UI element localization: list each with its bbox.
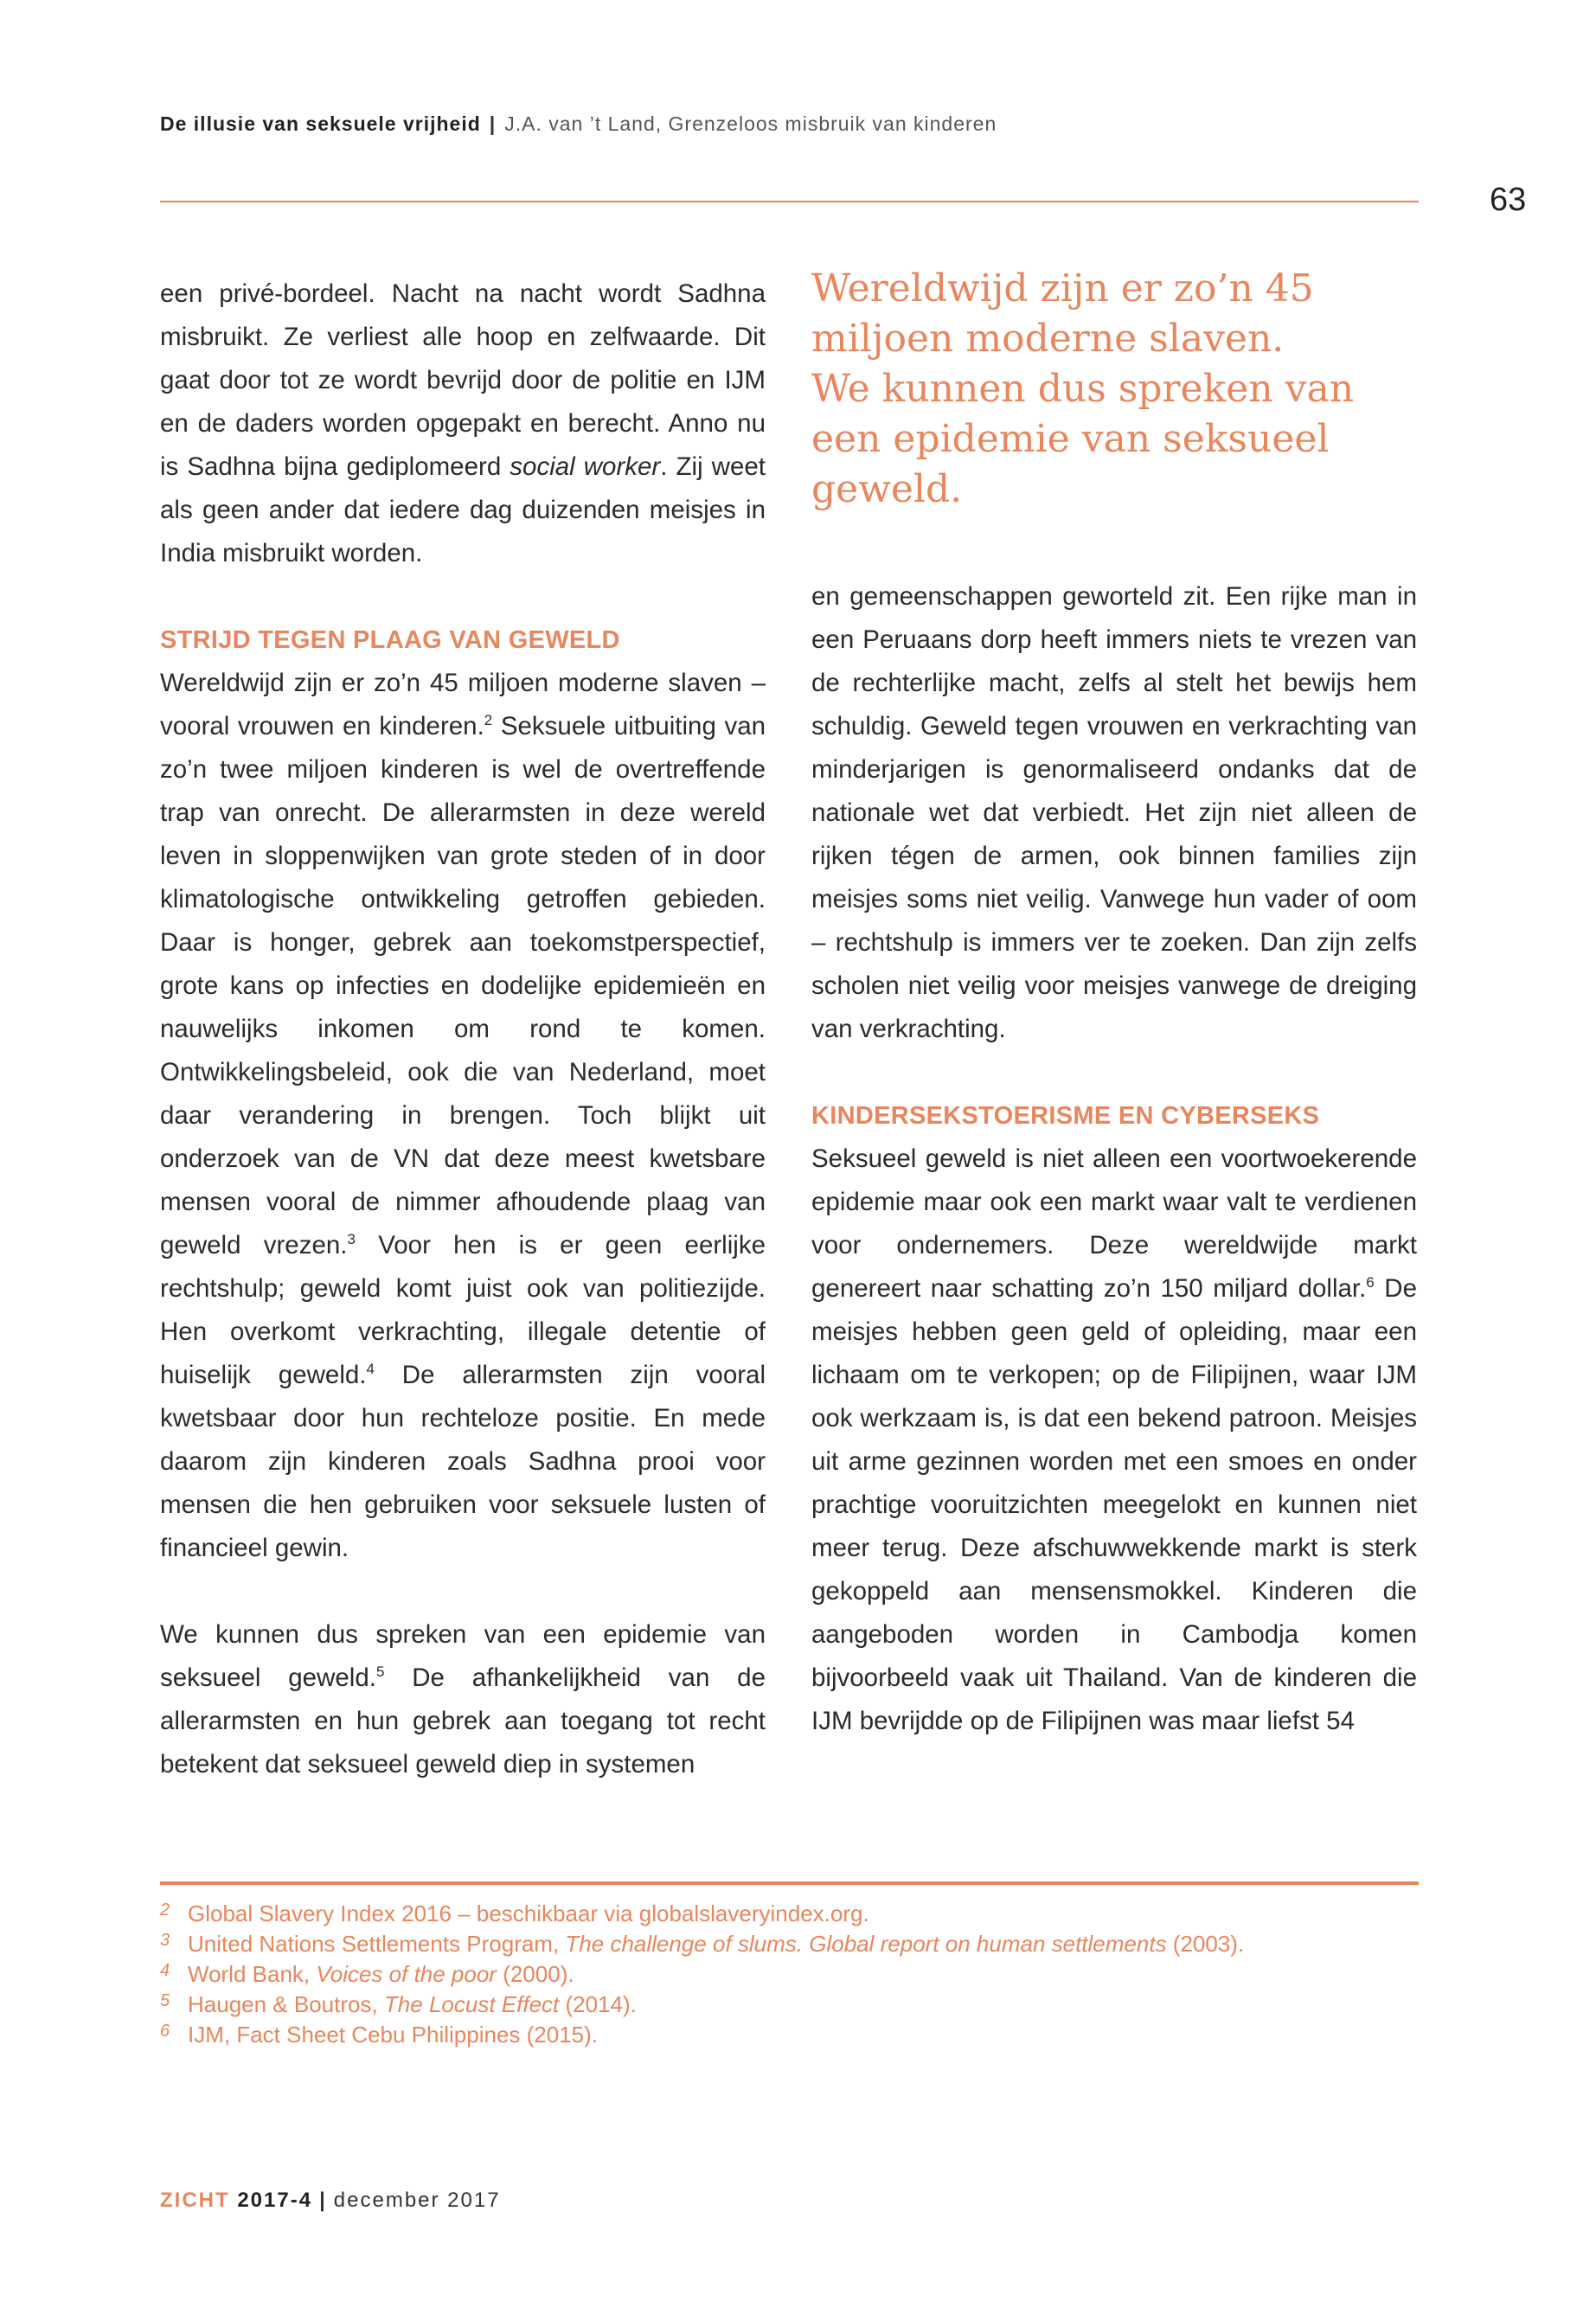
left-paragraph-3 (160, 1613, 766, 1786)
footnote-ref: 3 (347, 1231, 356, 1248)
footnote-number: 5 (160, 1991, 170, 2010)
text-run: Voor hen is er geen eerlijke rechtshulp; geweld komt juist ook van politiezijde. Hen overkomt verkrachting, illegale detentie of huiselijk geweld. (160, 1231, 766, 1389)
page-number: 63 (1490, 182, 1527, 218)
footnote-item (160, 2020, 1244, 2050)
pull-quote-line: een epidemie van seksueel (811, 417, 1330, 461)
footnote-rule (160, 1881, 1419, 1885)
left-column (160, 272, 766, 1786)
footnote-title: The Locust Effect (383, 1991, 560, 2017)
pull-quote-line: Wereldwijd zijn er zo’n 45 (811, 266, 1314, 311)
section-heading-kindersekstoerisme: KINDERSEKSTOERISME EN CYBERSEKS (811, 1102, 1320, 1130)
header-rule (160, 201, 1419, 202)
footnotes (160, 1899, 1244, 2050)
right-paragraph-2 (811, 1138, 1417, 1743)
pull-quote-line: miljoen moderne slaven. (811, 317, 1285, 361)
footnote-text: Global Slavery Index 2016 – beschikbaar via globalslaveryindex.org. (188, 1900, 869, 1926)
section-heading-strijd: STRIJD TEGEN PLAAG VAN GEWELD (160, 626, 620, 654)
footnote-ref: 4 (366, 1361, 375, 1378)
right-paragraph-1: en gemeenschappen geworteld zit. Een rijke man in een Peruaans dorp heeft immers niets te vrezen van de rechterlijke macht, zelfs al stelt het bewijs hem schuldig. Geweld tegen vrouwen en verkrachting van minderjarigen is genormaliseerd ondanks dat de nationale wet dat verbiedt. Het zijn niet alleen de rijken tégen de armen, ook binnen families zijn meisjes soms niet veilig. Vanwege hun vader of oom – rechtshulp is immers ver te zoeken. Dan zijn zelfs scholen niet veilig voor meisjes vanwege de dreiging van verkrachting. (811, 582, 1417, 1043)
header-title: De illusie van seksuele vrijheid (160, 112, 481, 135)
footnote-ref: 5 (375, 1663, 385, 1681)
page-footer (160, 2189, 501, 2213)
running-header (160, 112, 997, 136)
text-run: De afhankelijkheid van de allerarmsten en hun gebrek aan toegang tot recht betekent dat seksueel geweld diep in systemen (160, 1663, 766, 1779)
footer-separator: | (319, 2189, 327, 2212)
footer-brand: ZICHT (160, 2189, 230, 2212)
text-run: De meisjes hebben geen geld of opleiding, maar een lichaam om te verkopen; op de Filipijnen, waar IJM ook werkzaam is, is dat een bekend patroon. Meisjes uit arme gezinnen worden met een smoes en onder prachtige vooruitzichten meegelokt en kunnen niet meer terug. Deze afschuwwekkende markt is sterk gekoppeld aan mensensmokkel. Kinderen die aangeboden worden in Cambodja komen bijvoorbeeld vaak uit Thailand. Van de kinderen die IJM bevrijdde op de Filipijnen was maar liefst 54 (811, 1274, 1417, 1735)
footnote-number: 2 (160, 1900, 170, 1920)
footnote-number: 6 (160, 2022, 170, 2041)
text-run: We kunnen dus spreken van een epidemie van seksueel geweld. (160, 1620, 766, 1692)
text-run: De allerarmsten zijn vooral kwetsbaar door hun rechteloze positie. En mede daarom zijn kinderen zoals Sadhna prooi voor mensen die hen gebruiken voor seksuele lusten of financieel gewin. (160, 1361, 766, 1562)
footnote-number: 4 (160, 1961, 170, 1980)
footnote-title: Voices of the poor (316, 1961, 497, 1987)
footnote-title: The challenge of slums. Global report on human settlements (565, 1931, 1167, 1957)
footer-date: december 2017 (333, 2189, 501, 2212)
left-paragraph-2 (160, 662, 766, 1570)
footnote-number: 3 (160, 1931, 170, 1950)
text-run: Wereldwijd zijn er zo’n 45 miljoen moderne slaven – vooral vrouwen en kinderen. (160, 669, 766, 740)
footer-issue: 2017-4 (237, 2189, 313, 2212)
footnote-item (160, 1959, 1244, 1990)
text-run: . Zij weet als geen ander dat iedere dag duizenden meisjes in India misbruikt worden. (160, 452, 766, 567)
header-author: J.A. van ’t Land, Grenzeloos misbruik van kinderen (504, 112, 997, 135)
text-run: een privé-bordeel. Nacht na nacht wordt Sadhna misbruikt. Ze verliest alle hoop en zelfwaarde. Dit gaat door tot ze wordt bevrijd door de politie en IJM en de daders worden opgepakt en berecht. Anno nu is Sadhna bijna gediplomeerd (160, 279, 766, 481)
footnote-ref: 6 (1366, 1274, 1375, 1292)
left-paragraph-1 (160, 272, 766, 575)
footnote-text: World Bank, (188, 1961, 317, 1987)
footnote-text: United Nations Settlements Program, (188, 1931, 566, 1957)
right-column (811, 575, 1417, 1743)
footnote-item (160, 1990, 1244, 2020)
footnote-item (160, 1899, 1244, 1929)
text-run: Seksueel geweld is niet alleen een voortwoekerende epidemie maar ook een markt waar valt te verdienen voor ondernemers. Deze wereldwijde markt genereert naar schatting zo’n 150 miljard dollar. (811, 1144, 1417, 1303)
footnote-text: (2003). (1166, 1931, 1245, 1957)
footnote-text: Haugen & Boutros, (188, 1991, 384, 2017)
text-run: Seksuele uitbuiting van zo’n twee miljoen kinderen is wel de overtreffende trap van onrecht. De allerarmsten in deze wereld leven in sloppenwijken van grote steden of in door klimatologische ontwikkeling getroffen gebieden. Daar is honger, gebrek aan toekomstperspectief, grote kans op infecties en dodelijke epidemieën en nauwelijks inkomen om rond te komen. Ontwikkelingsbeleid, ook die van Nederland, moet daar verandering in brengen. Toch blijkt uit onderzoek van de VN dat deze meest kwetsbare mensen vooral de nimmer afhoudende plaag van geweld vrezen. (160, 712, 766, 1259)
header-separator: | (489, 112, 497, 135)
footnote-text: IJM, Fact Sheet Cebu Philippines (2015). (188, 2022, 599, 2048)
footnote-item (160, 1929, 1244, 1959)
pull-quote-line: We kunnen dus spreken van (811, 367, 1355, 411)
pull-quote-line: geweld. (811, 467, 963, 511)
footnote-text: (2000). (496, 1961, 574, 1987)
pull-quote (811, 264, 1426, 515)
footnote-ref: 2 (484, 712, 493, 729)
emphasis: social worker (510, 452, 661, 481)
footnote-text: (2014). (559, 1991, 637, 2017)
